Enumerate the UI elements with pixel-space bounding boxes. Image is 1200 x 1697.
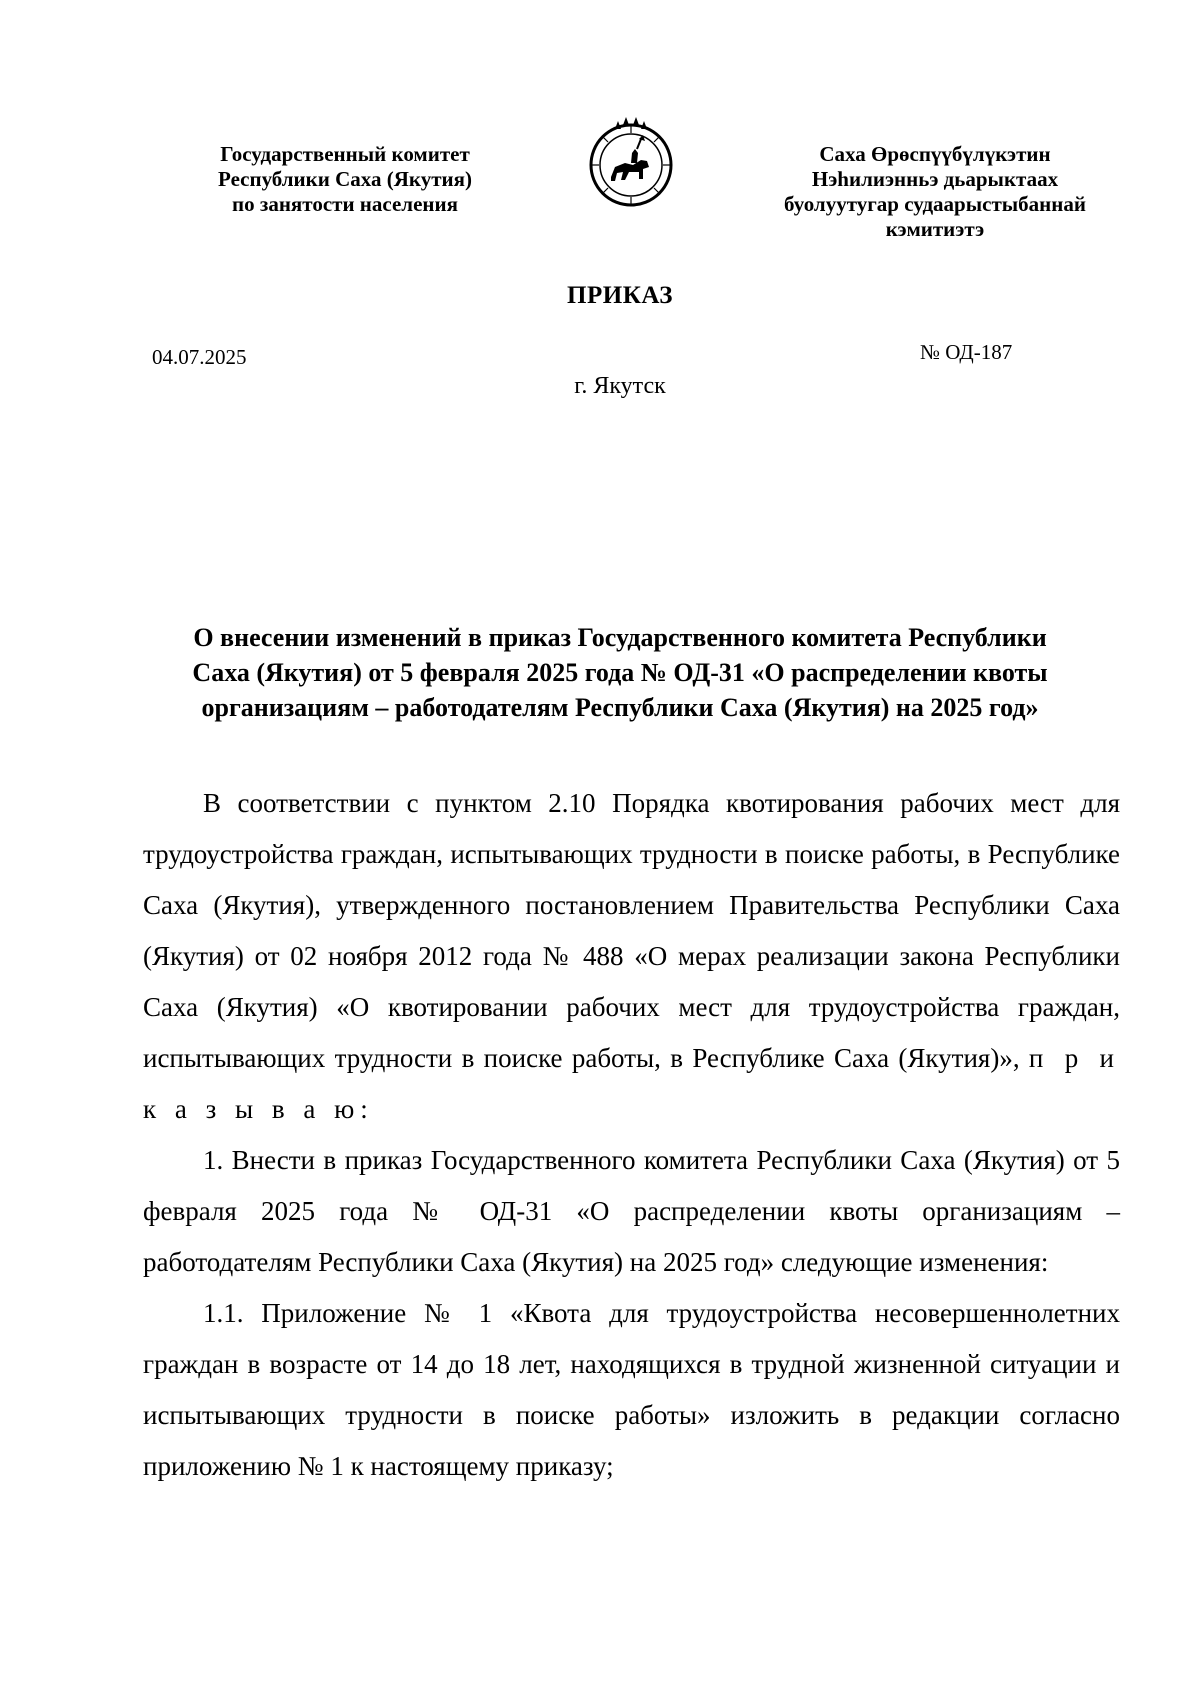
order-word: п р и к а з ы в а ю: [143, 1043, 1120, 1124]
subject-line: организациям – работодателям Республики Саха (Якутия) на 2025 год» [201, 693, 1039, 722]
preamble-text: В соответствии с пунктом 2.10 Порядка квотирования рабочих мест для трудоустройства граждан, испытывающих трудности в поиске работы, в Республике Саха (Якутия), утвержденного постановлением Правительства Республики Саха (Якутия) от 02 ноября 2012 года № 488 «О мерах реализации закона Республики Саха (Якутия) «О квотировании рабочих мест для трудоустройства граждан, испытывающих трудности в поиске работы, в Республике Саха (Якутия)», [143, 788, 1120, 1073]
order-item-1-1: 1.1. Приложение № 1 «Квота для трудоустройства несовершеннолетних граждан в возрасте от 14 до 18 лет, находящихся в трудной жизненной ситуации и испытывающих трудности в поиске работы» изложить в редакции согласно приложению № 1 к настоящему приказу; [143, 1298, 1120, 1481]
issuer-name-russian [150, 142, 540, 217]
document-type-title: ПРИКАЗ [567, 282, 673, 309]
issuer-line: Саха Өрөспүүбүлүкэтин [819, 142, 1051, 166]
issuer-line: кэмитиэтэ [885, 217, 985, 241]
document-date: 04.07.2025 [152, 345, 247, 369]
preamble-paragraph [143, 778, 1120, 1135]
document-city: г. Якутск [574, 373, 666, 399]
issuer-line: Нэһилиэнньэ дьарыктаах [811, 167, 1059, 191]
subject-line: Саха (Якутия) от 5 февраля 2025 года № ОД-31 «О распределении квоты [192, 658, 1048, 687]
document-subject [140, 620, 1100, 725]
document-body [143, 778, 1120, 1492]
document-number: № ОД-187 [920, 340, 1013, 364]
subject-line: О внесении изменений в приказ Государственного комитета Республики [193, 623, 1047, 652]
issuer-line: Республики Саха (Якутия) [218, 167, 472, 191]
issuer-line: буолуутугар судаарыстыбаннай [784, 192, 1086, 216]
issuer-line: Государственный комитет [220, 142, 470, 166]
sakha-emblem-icon [585, 115, 677, 215]
issuer-line: по занятости населения [232, 192, 458, 216]
order-item-1: 1. Внести в приказ Государственного комитета Республики Саха (Якутия) от 5 февраля 2025 года № ОД-31 «О распределении квоты организациям – работодателям Республики Саха (Якутия) на 2025 год» следующие изменения: [143, 1145, 1120, 1277]
issuer-name-yakut [745, 142, 1125, 242]
